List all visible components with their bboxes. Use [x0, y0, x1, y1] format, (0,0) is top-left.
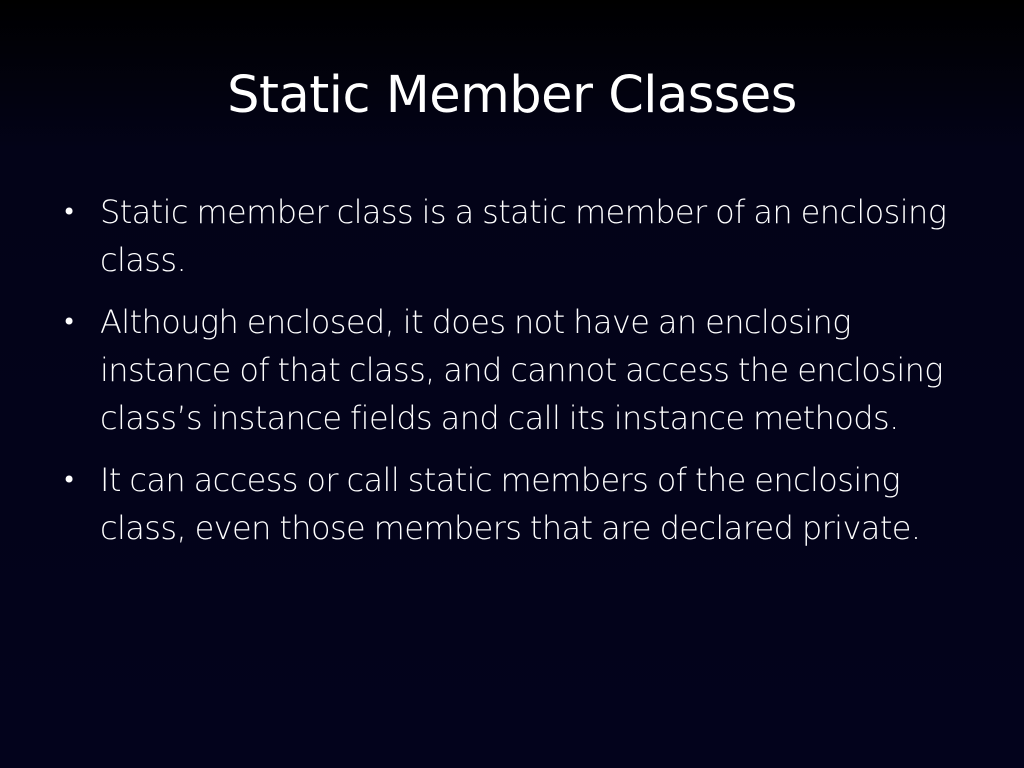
bullet-item	[60, 456, 980, 552]
bullet-item	[60, 298, 980, 442]
bullet-marker: •	[62, 198, 77, 226]
bullet-text: It can access or call static members of the enclosing class, even those members that are declared private.	[100, 461, 921, 547]
bullet-text: Although enclosed, it does not have an enclosing instance of that class, and cannot access the enclosing class’s instance fields and call its instance methods.	[100, 303, 943, 437]
bullet-item	[60, 188, 980, 284]
bullet-marker: •	[62, 466, 77, 494]
bullet-text: Static member class is a static member of an enclosing class.	[100, 193, 947, 279]
bullet-marker: •	[62, 308, 77, 336]
bullet-list	[60, 188, 980, 566]
slide-title: Static Member Classes	[227, 66, 797, 125]
